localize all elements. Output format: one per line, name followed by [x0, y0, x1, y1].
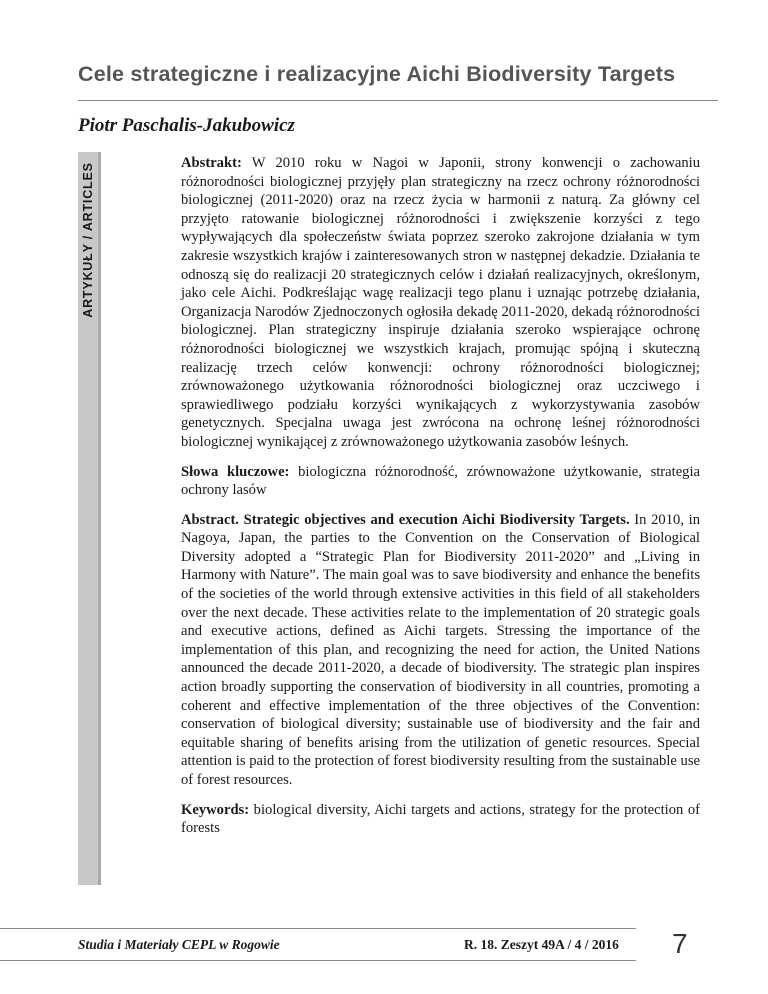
abstract-pl [181, 154, 700, 452]
abstract-en-label: Abstract. Strategic objectives and execution Aichi Biodiversity Targets. [181, 511, 630, 528]
abstract-en-text: In 2010, in Nagoya, Japan, the parties to the Convention on the Conservation of Biological Diversity adopted a “Strategic Plan for Biodiversity 2011-2020” and „Living in Harmony with Nature”. The main goal was to save biodiversity and enhance the benefits of the societies of the world through extensive activities in this field of all stakeholders over the next decade. These activities relate to the implementation of 20 strategic goals and executive actions, defined as Aichi targets. Stressing the importance of the implementation of this plan, and recognizing the need for action, the United Nations announced the decade 2011-2020, a decade of biodiversity. The strategic plan inspires action broadly supporting the conservation of biodiversity in all countries, promoting a coherent and effective implementation of the three objectives of the Convention: conservation of biological diversity; sustainable use of biodiversity and the fair and equitable sharing of benefits arising from the utilization of genetic resources. Special attention is paid to the protection of forest biodiversity resulting from the sustainable use of forest resources. [181, 511, 700, 788]
footer-journal: Studia i Materiały CEPL w Rogowie [78, 937, 280, 952]
keywords-pl-label: Słowa kluczowe: [181, 463, 290, 480]
abstract-en [181, 511, 700, 790]
footer-rule-bottom [0, 960, 636, 961]
article-title: Cele strategiczne i realizacyjne Aichi Biodiversity Targets [78, 62, 676, 86]
keywords-en-label: Keywords: [181, 801, 250, 818]
article-body [181, 154, 700, 849]
footer-rule-top [0, 928, 636, 929]
page-number: 7 [672, 928, 688, 959]
keywords-pl-text: biologiczna różnorodność, zrównoważone użytkowanie, strategia ochrony lasów [181, 463, 700, 499]
keywords-en-text: biological diversity, Aichi targets and actions, strategy for the protection of forests [181, 801, 700, 837]
author-name: Piotr Paschalis-Jakubowicz [78, 115, 295, 136]
abstract-pl-label: Abstrakt: [181, 155, 242, 171]
footer-issue: R. 18. Zeszyt 49A / 4 / 2016 [464, 937, 619, 952]
section-sidebar-edge [98, 152, 101, 885]
title-rule [78, 100, 718, 101]
keywords-pl [181, 463, 700, 500]
keywords-en [181, 801, 700, 838]
section-label: ARTYKUŁY / ARTICLES [81, 162, 95, 318]
abstract-pl-text: W 2010 roku w Nagoi w Japonii, strony konwencji o zachowaniu różnorodności biologicznej przyjęły plan strategiczny na rzecz ochrony różnorodności biologicznej (2011-2020) oraz na rzecz życia w harmonii z naturą. Za główny cel przyjęto ratowanie biologicznej różnorodności i zwiększenie korzyści z tego wypływających dla społeczeństw świata poprzez szeroko zakrojone działania w tym zakresie wszystkich krajów i zainteresowanych stron w następnej dekadzie. Działania te odnoszą się do realizacji 20 strategicznych celów i działań realizacyjnych, określonym, jako cele Aichi. Podkreślając wagę realizacji tego planu i uznając potrzebę działania, Organizacja Narodów Zjednoczonych ogłosiła dekadę 2011-2020, dekadą różnorodności biologicznej. Plan strategiczny inspiruje działania szeroko wspierające ochronę różnorodności biologicznej we wszystkich krajach, promując spójną i skuteczną realizację trzech celów konwencji: ochrony różnorodności biologicznej; zrównoważonego użytkowania różnorodności biologicznej oraz uczciwego i sprawiedliwego podziału korzyści wynikających z wykorzystywania zasobów genetycznych. Specjalna uwaga jest zwrócona na ochronę leśnej różnorodności biologicznej wynikającej z zrównoważonego użytkowania zasobów leśnych. [181, 155, 700, 450]
